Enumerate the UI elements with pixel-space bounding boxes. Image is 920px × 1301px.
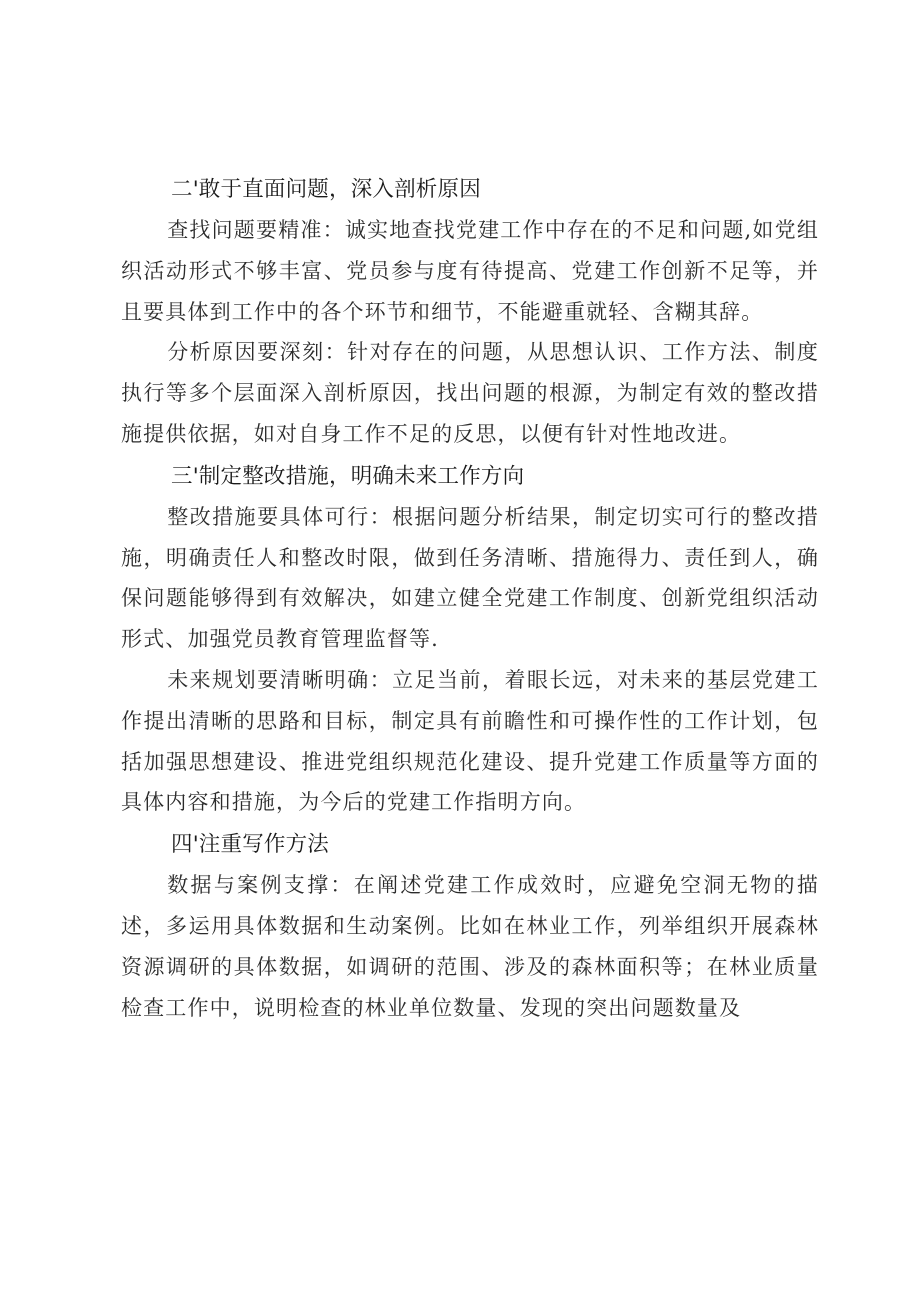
section-heading-4: 四'注重写作方法 <box>171 832 330 858</box>
paragraph-analyze-causes: 分析原因要深刻：针对存在的问题，从思想认识、工作方法、制度执行等多个层面深入剖析原因，找出问题的根源，为制定有效的整改措施提供依据，如对自身工作不足的反思，以便有针对性地改进。 <box>121 340 819 446</box>
paragraph-future-planning: 未来规划要清晰明确：立足当前，着眼长远，对未来的基层党建工作提出清晰的思路和目标，制定具有前瞻性和可操作性的工作计划，包括加强思想建设、推进党组织规范化建设、提升党建工作质量等方面的具体内容和措施，为今后的党建工作指明方向。 <box>121 667 819 815</box>
paragraph-rectification-measures: 整改措施要具体可行：根据问题分析结果，制定切实可行的整改措施，明确责任人和整改时限，做到任务清晰、措施得力、责任到人，确保问题能够得到有效解决，如建立健全党建工作制度、创新党组织活动形式、加强党员教育管理监督等. <box>121 504 819 652</box>
section-heading-3: 三'制定整改措施，明确未来工作方向 <box>171 463 525 489</box>
paragraph-find-problems: 查找问题要精准：诚实地查找党建工作中存在的不足和问题,如党组织活动形式不够丰富、党员参与度有待提高、党建工作创新不足等，并且要具体到工作中的各个环节和细节，不能避重就轻、含糊其辞。 <box>121 218 819 324</box>
paragraph-data-and-cases: 数据与案例支撑：在阐述党建工作成效时，应避免空洞无物的描述，多运用具体数据和生动案例。比如在林业工作，列举组织开展森林资源调研的具体数据，如调研的范围、涉及的森林面积等；在林业质量检查工作中，说明检查的林业单位数量、发现的突出问题数量及 <box>121 873 819 1020</box>
document-body <box>121 170 819 1028</box>
section-heading-2: 二'敢于直面问题，深入剖析原因 <box>171 177 481 202</box>
